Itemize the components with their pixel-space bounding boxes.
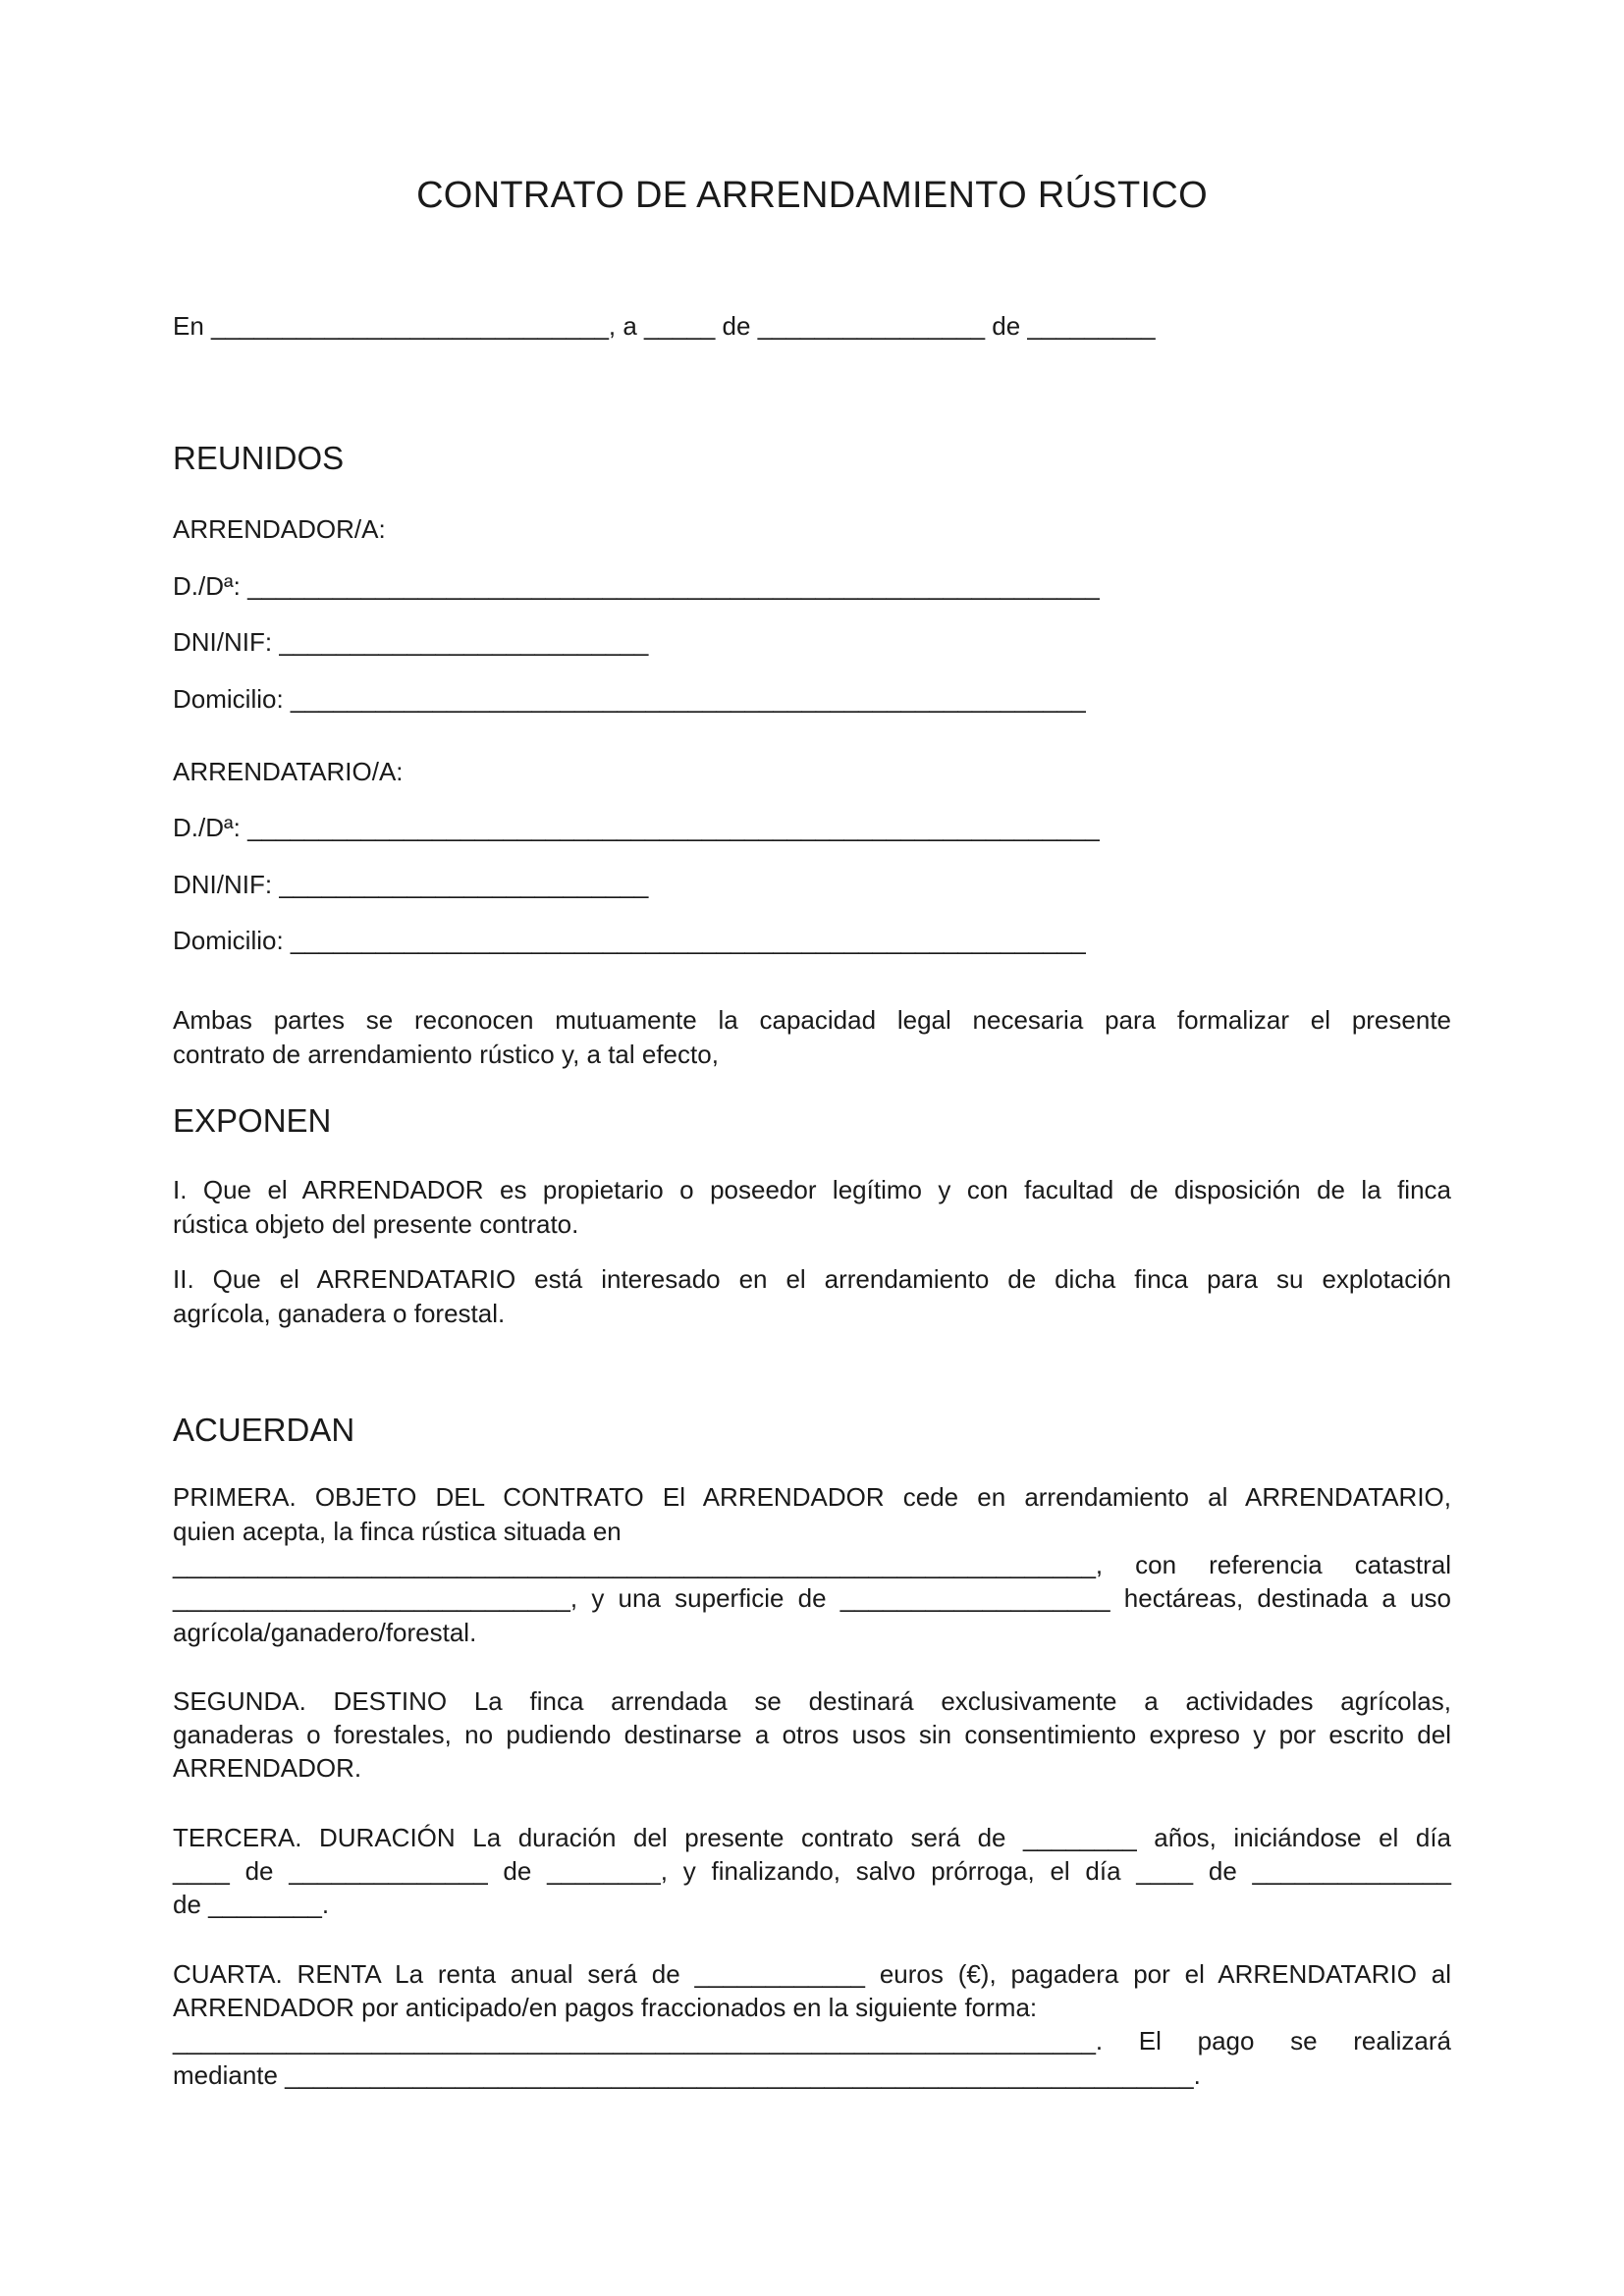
document-title: CONTRATO DE ARRENDAMIENTO RÚSTICO — [416, 175, 1208, 216]
arrendatario-dni-line: DNI/NIF: __________________________ — [173, 870, 649, 899]
arrendador-domicilio-line: Domicilio: ________________________________________________________ — [173, 684, 1086, 714]
clause-primera-line: ____________________________, y una superficie de ___________________ hectáreas, destinada a uso — [173, 1583, 1451, 1613]
exponen-para1-line: I. Que el ARRENDADOR es propietario o poseedor legítimo y con facultad de disposición de la finca — [173, 1175, 1451, 1204]
clause-tercera-line: ____ de ______________ de ________, y finalizando, salvo prórroga, el día ____ de ______________ — [173, 1856, 1451, 1886]
arrendador-name-line: D./Dª: ____________________________________________________________ — [173, 571, 1100, 601]
clause-primera-line: quien acepta, la finca rústica situada en — [173, 1517, 622, 1546]
acuerdan-heading: ACUERDAN — [173, 1412, 355, 1448]
exponen-heading: EXPONEN — [173, 1102, 332, 1139]
clause-segunda-line: SEGUNDA. DESTINO La finca arrendada se destinará exclusivamente a actividades agrícolas, — [173, 1686, 1451, 1716]
clause-primera-line: agrícola/ganadero/forestal. — [173, 1618, 477, 1647]
capacity-paragraph-line: Ambas partes se reconocen mutuamente la capacidad legal necesaria para formalizar el presente — [173, 1005, 1451, 1035]
clause-primera-line: PRIMERA. OBJETO DEL CONTRATO El ARRENDADOR cede en arrendamiento al ARRENDATARIO, — [173, 1482, 1451, 1512]
clause-cuarta-line: _________________________________________________________________. El pago se realizará — [173, 2026, 1451, 2056]
clause-tercera-line: TERCERA. DURACIÓN La duración del presente contrato será de ________ años, iniciándose el día — [173, 1823, 1451, 1852]
exponen-para2-line: agrícola, ganadera o forestal. — [173, 1299, 506, 1328]
reunidos-heading: REUNIDOS — [173, 440, 345, 476]
arrendatario-domicilio-line: Domicilio: ________________________________________________________ — [173, 926, 1086, 955]
clause-cuarta-line: CUARTA. RENTA La renta anual será de ____________ euros (€), pagadera por el ARRENDATARIO al — [173, 1959, 1451, 1989]
arrendador-dni-line: DNI/NIF: __________________________ — [173, 627, 649, 657]
clause-tercera-line: de ________. — [173, 1890, 330, 1919]
arrendatario-label: ARRENDATARIO/A: — [173, 757, 404, 786]
arrendador-label: ARRENDADOR/A: — [173, 514, 386, 544]
clause-cuarta-line: mediante ________________________________________________________________. — [173, 2060, 1201, 2090]
arrendatario-name-line: D./Dª: ____________________________________________________________ — [173, 813, 1100, 842]
place-date-line: En ____________________________, a _____ de ________________ de _________ — [173, 311, 1156, 341]
capacity-paragraph-line: contrato de arrendamiento rústico y, a tal efecto, — [173, 1040, 719, 1069]
clause-cuarta-line: ARRENDADOR por anticipado/en pagos fraccionados en la siguiente forma: — [173, 1993, 1038, 2022]
clause-primera-line: _________________________________________________________________, con referencia catastral — [173, 1550, 1451, 1579]
exponen-para1-line: rústica objeto del presente contrato. — [173, 1209, 579, 1239]
exponen-para2-line: II. Que el ARRENDATARIO está interesado en el arrendamiento de dicha finca para su explotación — [173, 1264, 1451, 1294]
clause-segunda-line: ARRENDADOR. — [173, 1753, 362, 1783]
clause-segunda-line: ganaderas o forestales, no pudiendo destinarse a otros usos sin consentimiento expreso y por escrito del — [173, 1720, 1451, 1749]
